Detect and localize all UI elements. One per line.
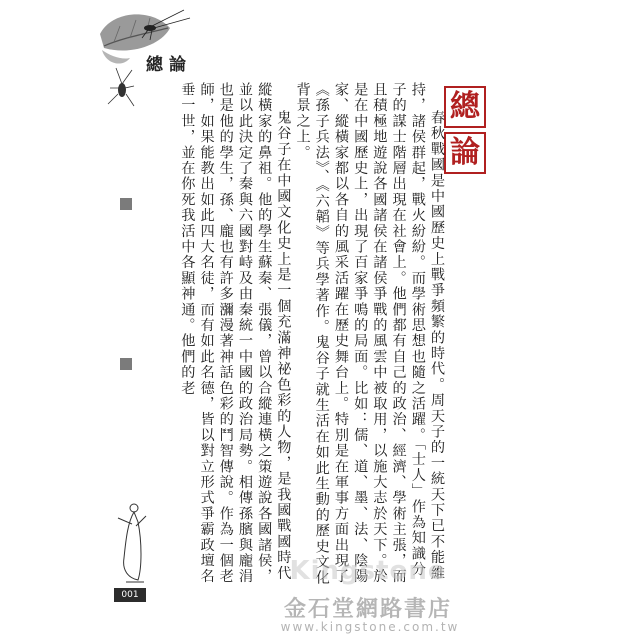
section-marker: [120, 198, 132, 210]
chapter-title-char: 總: [444, 86, 486, 128]
paragraph: 鬼谷子在中國文化史上是一個充滿神祕色彩的人物，是我國戰國時代縱橫家的鼻祖。他的學生蘇秦、張儀，曾以合縱連橫之策遊說各國諸侯，並以此決定了秦與六國對峙及由秦統一中國的政治局勢。相傳孫臏與龐涓也是他的學生，孫、龐也有許多瀰漫著神話色彩的鬥智傳說。作為一個老師，如果能教出如此四大名徒，而有如此名德，皆以對立形式爭霸政壇名垂一世，並在你死我活中各顯神通。他們的老: [179, 82, 292, 585]
running-header-title: 總論: [146, 55, 192, 75]
watermark-chinese: 金石堂網路書店: [283, 596, 452, 622]
watermark-latin: Kingstone: [289, 556, 447, 586]
section-marker: [120, 358, 132, 370]
watermark-url: www.kingstone.com.tw: [280, 620, 460, 634]
body-text: [160, 82, 446, 592]
paragraph: 春秋戰國是中國歷史上戰爭頻繁的時代。周天子的一統天下已不能維持，諸侯群起，戰火紛紛。而學術思想也隨之活躍。「士人」作為知識分子的謀士階層出現在社會上。他們都有自己的政治、經濟、學術主張，而且積極地遊說各國諸侯在諸侯爭戰的風雲中被取用，以施大志於天下。於是在中國歷史上，出現了百家爭鳴的局面。比如：儒、道、墨、法、陰陽家、縱橫家都以各自的風采活躍在歷史舞台上。特別是在軍事方面出現了《孫子兵法》、《六韜》等兵學著作。鬼谷子就生活在如此生動的歷史文化背景之上。: [294, 82, 445, 586]
page-number: 001: [114, 588, 146, 602]
chapter-title-char: 論: [444, 132, 486, 174]
scholar-figure-icon: [112, 498, 152, 586]
chapter-title: [444, 86, 488, 174]
